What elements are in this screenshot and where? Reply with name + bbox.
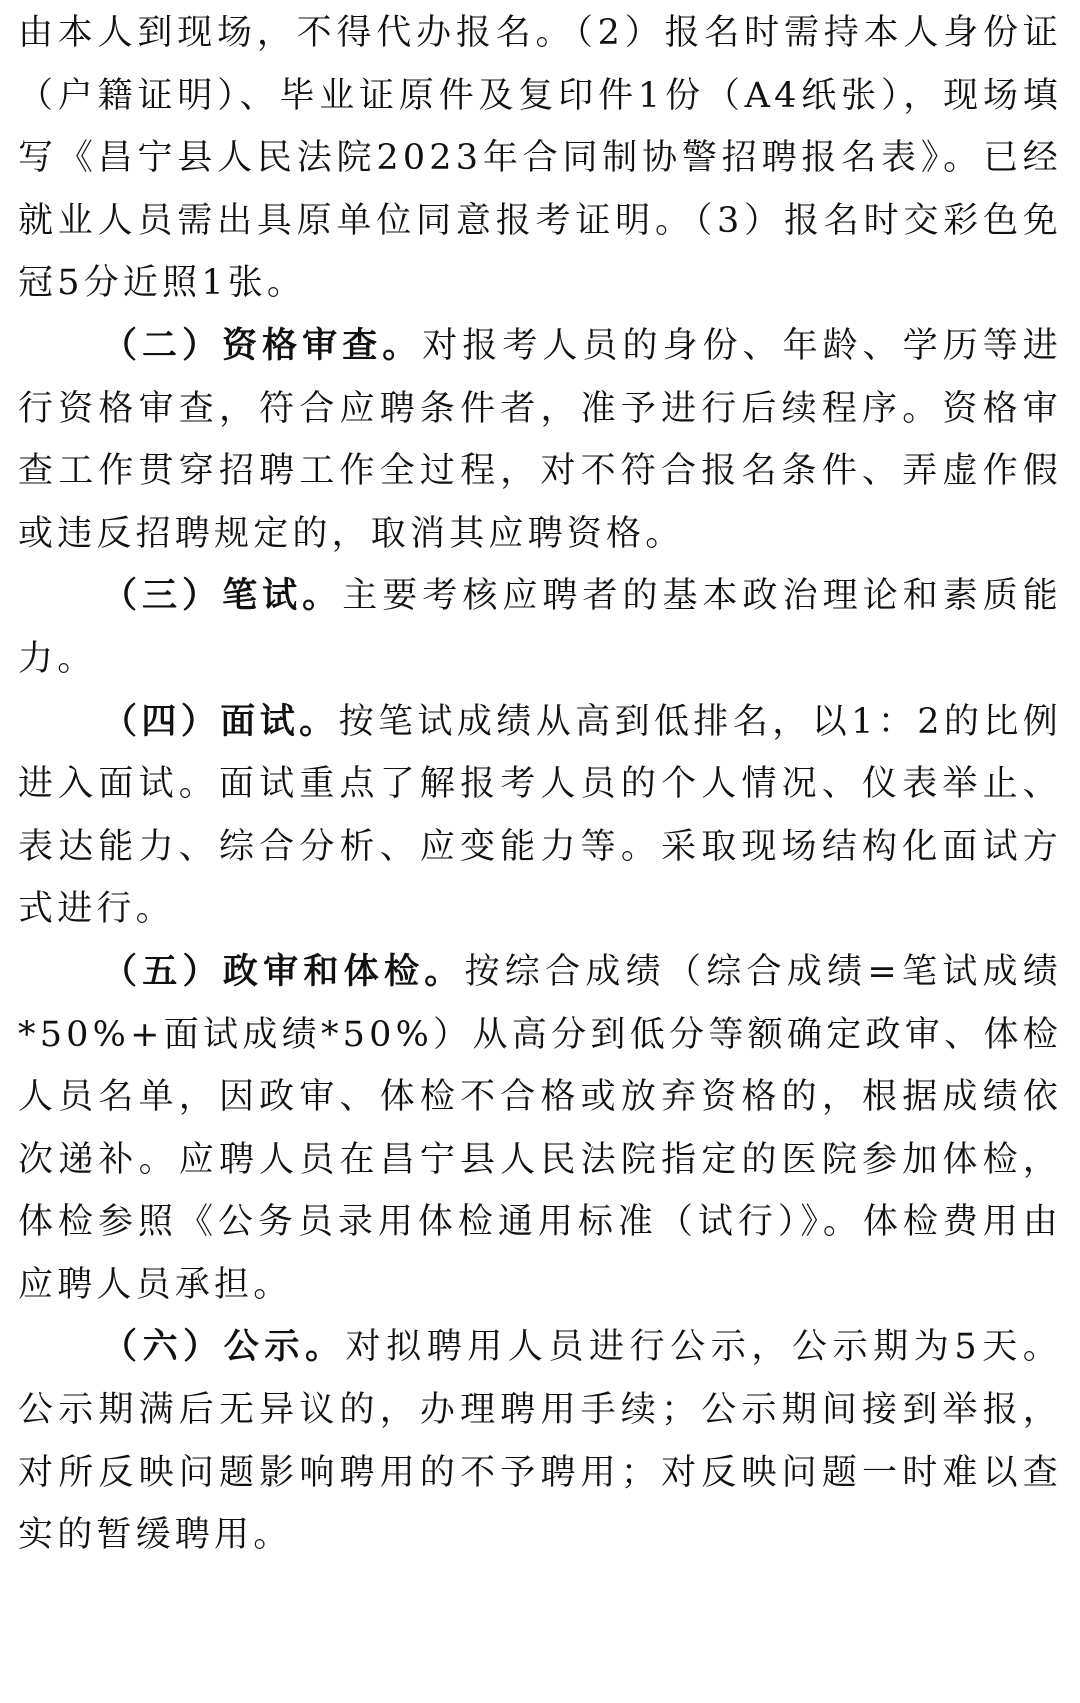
paragraph-public-notice	[18, 1316, 1062, 1566]
section-heading: （六）公示。	[102, 1326, 346, 1368]
paragraph-text: 由本人到现场，不得代办报名。（2）报名时需持本人身份证（户籍证明）、毕业证原件及复印件1份（A4纸张），现场填写《昌宁县人民法院2023年合同制协警招聘报名表》。已经就业人员需出具原单位同意报考证明。（3）报名时交彩色免冠5分近照1张。	[18, 13, 1062, 304]
section-heading: （二）资格审查。	[102, 324, 423, 366]
section-heading: （四）面试。	[102, 700, 339, 742]
paragraph-registration-materials	[18, 2, 1062, 315]
section-heading: （五）政审和体检。	[102, 950, 465, 992]
paragraph-text: 按综合成绩（综合成绩=笔试成绩*50%+面试成绩*50%）从高分到低分等额确定政审、体检人员名单，因政审、体检不合格或放弃资格的，根据成绩依次递补。应聘人员在昌宁县人民法院指定的医院参加体检，体检参照《公务员录用体检通用标准（试行）》。体检费用由应聘人员承担。	[18, 951, 1062, 1305]
paragraph-text: 按笔试成绩从高到低排名，以1：2的比例进入面试。面试重点了解报考人员的个人情况、仪表举止、表达能力、综合分析、应变能力等。采取现场结构化面试方式进行。	[18, 701, 1063, 930]
paragraph-written-exam	[18, 565, 1062, 690]
paragraph-text: 主要考核应聘者的基本政治理论和素质能力。	[18, 576, 1063, 679]
section-heading: （三）笔试。	[102, 575, 343, 617]
document-page	[18, 0, 1062, 1703]
paragraph-interview	[18, 691, 1062, 941]
paragraph-political-review-and-medical	[18, 941, 1062, 1317]
paragraph-text: 对拟聘用人员进行公示，公示期为5天。公示期满后无异议的，办理聘用手续；公示期间接到举报，对所反映问题影响聘用的不予聘用；对反映问题一时难以查实的暂缓聘用。	[18, 1327, 1062, 1556]
paragraph-qualification-review	[18, 315, 1062, 565]
paragraph-text: 对报考人员的身份、年龄、学历等进行资格审查，符合应聘条件者，准予进行后续程序。资格审查工作贯穿招聘工作全过程，对不符合报名条件、弄虚作假或违反招聘规定的，取消其应聘资格。	[18, 325, 1062, 554]
